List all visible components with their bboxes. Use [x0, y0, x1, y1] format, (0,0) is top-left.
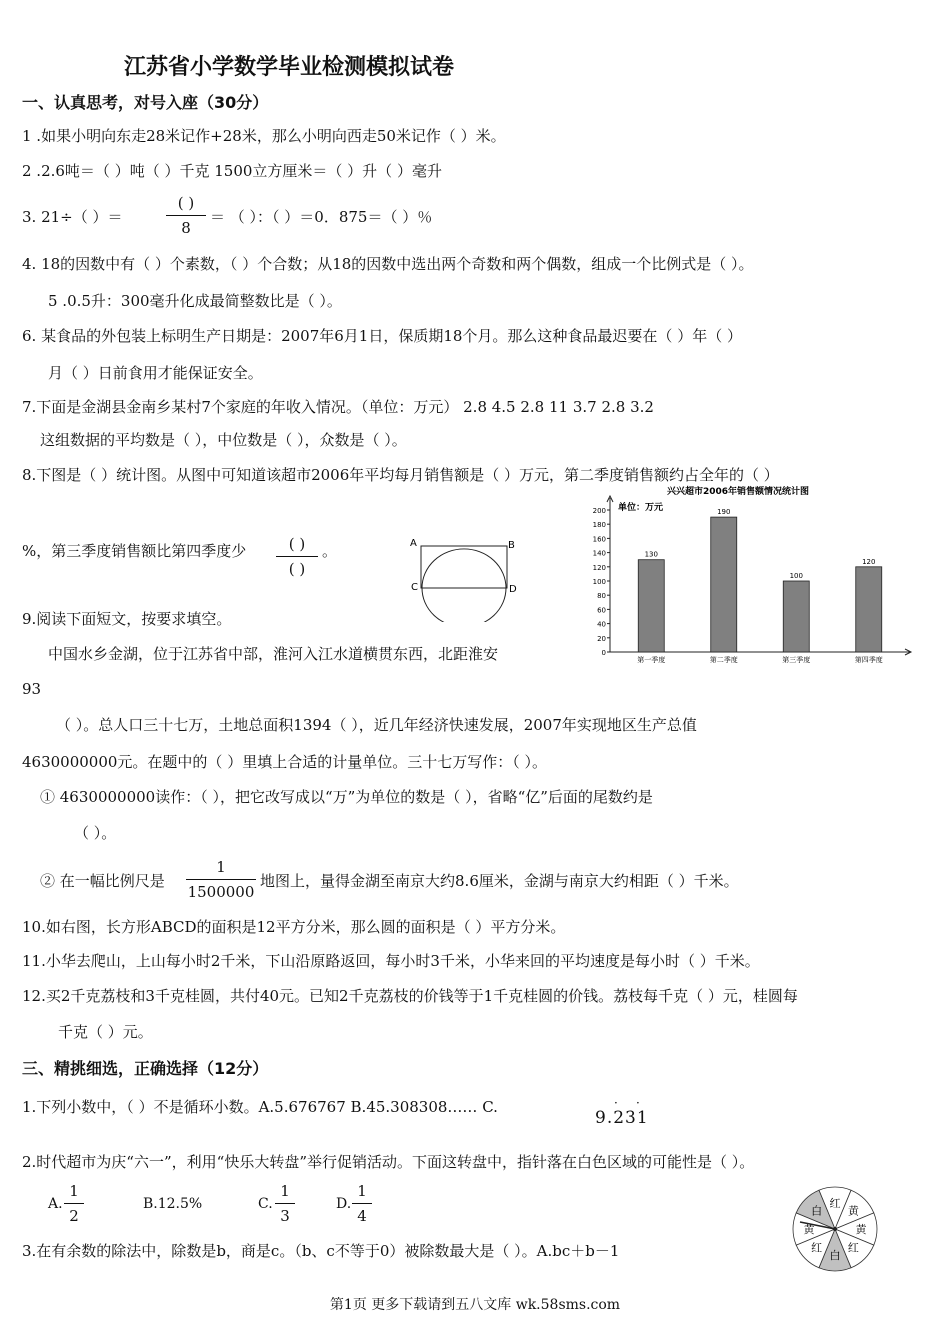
question-9-line-4: （ ）。总人口三十七万，土地总面积1394（ ），近几年经济快速发展，2007年实现地区生产总值: [56, 716, 697, 734]
circle: [422, 549, 506, 622]
question-3-fraction: [166, 192, 206, 239]
chart-y-tick-label: 200: [592, 507, 606, 515]
fraction-bar: [166, 215, 206, 216]
chart-bar: [711, 517, 737, 652]
option-a-fraction: [64, 1180, 84, 1227]
chart-bar: [783, 581, 809, 652]
question-7-line-1: 7.下面是金湖县金南乡某村7个家庭的年收入情况。（单位：万元） 2.8 4.5 2.8 11 3.7 2.8 3.2: [22, 398, 654, 416]
fraction-numerator: 1: [357, 1182, 367, 1200]
fraction-denominator: 8: [181, 219, 191, 237]
chart-y-tick-label: 0: [601, 649, 606, 657]
option-c-fraction: [275, 1180, 295, 1227]
repeating-dot-2: ·: [636, 1096, 640, 1110]
label-a: A: [410, 538, 417, 549]
chart-y-axis-label: 单位：万元: [618, 503, 664, 513]
fraction-numerator: ( ): [177, 194, 195, 212]
question-9-line-1: 9.阅读下面短文，按要求填空。: [22, 610, 232, 628]
question-9-line-2: 中国水乡金湖，位于江苏省中部，淮河入江水道横贯东西，北距淮安: [48, 645, 499, 663]
question-8-end: 。: [322, 542, 338, 560]
question-9-line-3: 93: [22, 680, 42, 698]
question-8-line-1: 8.下图是（ ）统计图。从图中可知道该超市2006年平均每月销售额是（ ）万元，第二季度销售额约占全年的（ ）: [22, 466, 779, 484]
repeating-dot-1: ·: [614, 1096, 618, 1110]
option-c-label: C.: [258, 1196, 273, 1212]
question-1: 1 .如果小明向东走28米记作+28米，那么小明向西走50米记作（ ）米。: [22, 127, 506, 145]
spinner-sector-label: 黄: [847, 1204, 859, 1218]
question-3-part-a: 3. 21÷（ ）＝: [22, 208, 123, 226]
chart-y-tick-label: 160: [592, 535, 606, 544]
option-d-label: D.: [336, 1196, 352, 1212]
spinner-sector-label: 白: [811, 1204, 823, 1218]
option-a-label: A.: [48, 1196, 63, 1212]
chart-bar: [856, 567, 882, 652]
chart-y-tick-label: 40: [597, 620, 606, 629]
chart-y-tick-label: 20: [597, 634, 606, 643]
question-8-line-2: %，第三季度销售额比第四季度少: [22, 542, 247, 560]
label-b: B: [508, 540, 515, 551]
fraction-numerator: 1: [216, 858, 226, 876]
question-6-line-2: 月（ ）日前食用才能保证安全。: [48, 364, 263, 382]
choice-question-2: 2.时代超市为庆“六一”，利用“快乐大转盘”举行促销活动。下面这转盘中，指针落在白色区域的可能性是（ ）。: [22, 1153, 755, 1171]
chart-category-label: 第三季度: [782, 656, 811, 664]
scale-fraction: [186, 856, 256, 903]
chart-y-tick-label: 180: [592, 521, 606, 530]
spinner-sector-label: 黄: [803, 1223, 815, 1236]
chart-category-label: 第二季度: [709, 656, 738, 664]
fraction-denominator: ( ): [288, 560, 306, 578]
choice-question-1: 1.下列小数中，（ ）不是循环小数。A.5.676767 B.45.308308…… C.: [22, 1098, 498, 1116]
section-3-heading: 三、精挑细选，正确选择（12分）: [22, 1059, 269, 1078]
chart-category-label: 第一季度: [637, 656, 666, 664]
chart-bar: [638, 560, 664, 652]
fraction-denominator: 1500000: [187, 883, 255, 901]
chart-data-label: 120: [862, 557, 876, 566]
question-5: 5 .0.5升：300毫升化成最简整数比是（ ）。: [48, 292, 342, 310]
chart-y-tick-label: 60: [597, 606, 606, 615]
question-12-line-1: 12.买2千克荔枝和3千克桂圆，共付40元。已知2千克荔枝的价钱等于1千克桂圆的价钱。荔枝每千克（ ）元，桂圆每: [22, 987, 798, 1005]
question-9-sub-2-part-b: 地图上，量得金湖至南京大约8.6厘米，金湖与南京大约相距（ ）千米。: [260, 872, 739, 890]
spinner-sector-label: 黄: [855, 1223, 867, 1236]
spinner-hub: [833, 1227, 837, 1231]
fraction-numerator: ( ): [288, 535, 306, 553]
question-8-fraction: [276, 533, 318, 580]
question-9-sub-1-line-1: ① 4630000000读作：（ ），把它改写成以“万”为单位的数是（ ），省略“亿”后面的尾数约是: [40, 788, 653, 806]
question-10: 10.如右图，长方形ABCD的面积是12平方分米，那么圆的面积是（ ）平方分米。: [22, 918, 566, 936]
spinner-sector-label: 红: [829, 1196, 841, 1210]
option-d-fraction: [352, 1180, 372, 1227]
fraction-denominator: 4: [357, 1207, 367, 1225]
fraction-denominator: 2: [69, 1207, 79, 1225]
question-11: 11.小华去爬山，上山每小时2千米，下山沿原路返回，每小时3千米，小华来回的平均速度是每小时（ ）千米。: [22, 952, 760, 970]
fraction-numerator: 1: [280, 1182, 290, 1200]
fraction-bar: [352, 1203, 372, 1204]
fraction-bar: [64, 1203, 84, 1204]
spinner-sector-label: 白: [829, 1249, 841, 1263]
question-9-sub-1-line-2: （ ）。: [74, 824, 117, 842]
choice-question-3: 3.在有余数的除法中，除数是b，商是c。（b、c不等于0）被除数最大是（ ）。A.bc＋b－1: [22, 1242, 620, 1260]
option-b: B.12.5%: [143, 1196, 203, 1212]
rectangle-abcd: [421, 546, 507, 588]
fraction-bar: [186, 879, 256, 880]
fraction-bar: [275, 1203, 295, 1204]
fraction-numerator: 1: [69, 1182, 79, 1200]
bar-chart: [588, 484, 918, 668]
question-4: 4. 18的因数中有（ ）个素数，（ ）个合数；从18的因数中选出两个奇数和两个偶数，组成一个比例式是（ ）。: [22, 255, 754, 273]
chart-data-label: 190: [717, 508, 731, 517]
chart-y-tick-label: 80: [597, 592, 606, 601]
question-9-sub-2-part-a: ② 在一幅比例尺是: [40, 872, 165, 890]
spinner-sector-label: 红: [847, 1241, 859, 1255]
chart-y-tick-label: 120: [592, 563, 606, 572]
label-d: D: [509, 584, 517, 595]
repeating-decimal: 9.231: [595, 1108, 649, 1128]
question-12-line-2: 千克（ ）元。: [58, 1023, 153, 1041]
fraction-denominator: 3: [280, 1207, 290, 1225]
question-6-line-1: 6. 某食品的外包装上标明生产日期是：2007年6月1日，保质期18个月。那么这种食品最迟要在（ ）年（ ）: [22, 327, 742, 345]
question-3-part-b: ＝ （ ）：（ ）＝0．875＝（ ）％: [210, 208, 433, 226]
spinner-wheel: [790, 1184, 880, 1274]
spinner-sector-label: 红: [811, 1241, 823, 1255]
question-2: 2 .2.6吨＝（ ）吨（ ）千克 1500立方厘米＝（ ）升（ ）毫升: [22, 162, 442, 180]
chart-data-label: 130: [644, 550, 658, 559]
chart-y-tick-label: 100: [592, 578, 606, 586]
label-c: C: [411, 582, 418, 593]
fraction-bar: [276, 556, 318, 557]
chart-category-label: 第四季度: [854, 656, 883, 664]
chart-data-label: 100: [789, 572, 803, 580]
section-1-heading: 一、认真思考，对号入座（30分）: [22, 93, 269, 112]
chart-title: 兴兴超市2006年销售额情况统计图: [666, 487, 810, 497]
question-9-line-5: 4630000000元。在题中的（ ）里填上合适的计量单位。三十七万写作：（ ）。: [22, 753, 547, 771]
question-7-line-2: 这组数据的平均数是（ ），中位数是（ ），众数是（ ）。: [40, 431, 407, 449]
page-footer: 第1页 更多下载请到五八文库 wk.58sms.com: [329, 1297, 621, 1313]
rectangle-circle-figure: [406, 532, 522, 622]
page-title: 江苏省小学数学毕业检测模拟试卷: [124, 55, 455, 80]
chart-y-tick-label: 140: [592, 549, 606, 558]
